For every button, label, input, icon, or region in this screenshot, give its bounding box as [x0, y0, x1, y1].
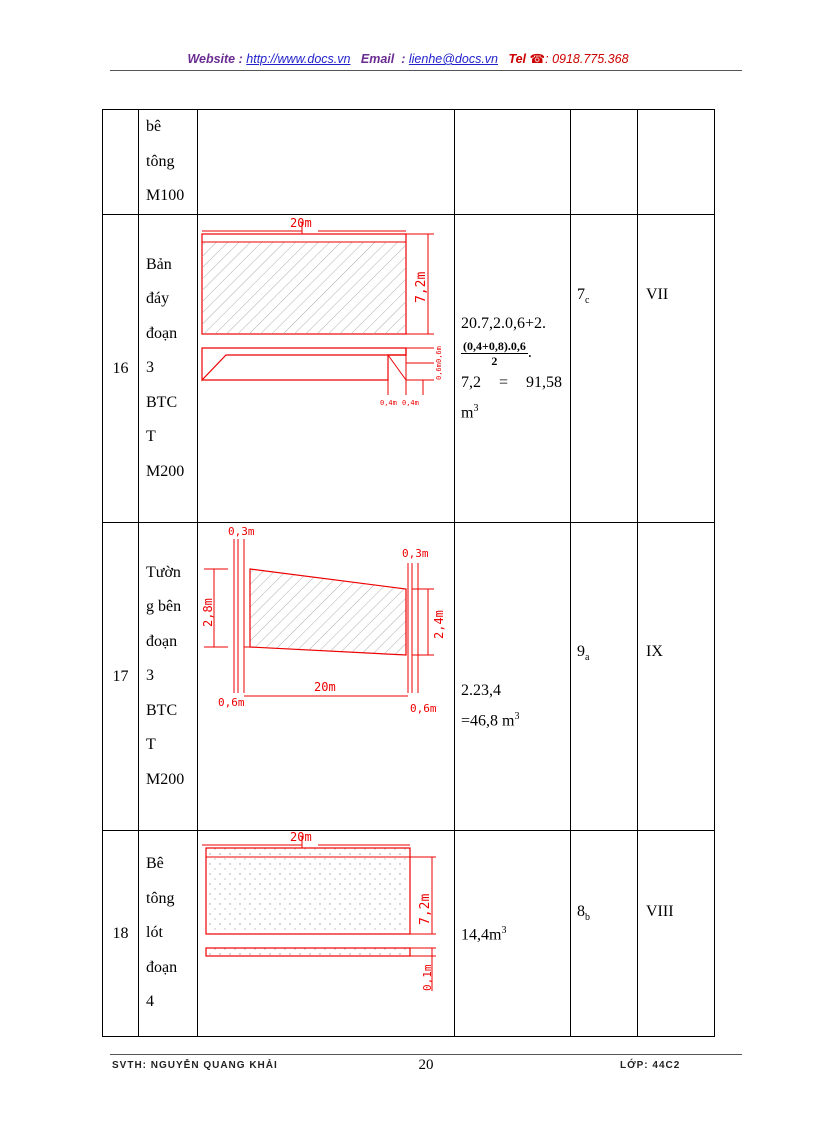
- grade-cell: [638, 110, 715, 215]
- grade-cell: VIII: [638, 831, 715, 1037]
- dim-left-height: 2,8m: [201, 598, 215, 627]
- work-name: Tườn g bên đoạn 3 BTC T M200: [139, 523, 198, 831]
- work-name: Bản đáy đoạn 3 BTC T M200: [139, 215, 198, 523]
- dim-bottom-right: 0,6m: [410, 702, 437, 715]
- header-rule: [110, 70, 742, 71]
- tel-separator: :: [545, 52, 549, 66]
- footer-class: LỚP: 44C2: [620, 1060, 681, 1071]
- footer-rule: [110, 1054, 742, 1055]
- slab-hatch: [202, 242, 406, 334]
- dim-haunch-1: 0,4m: [380, 399, 397, 407]
- dim-right-height: 2,4m: [432, 610, 446, 639]
- drawing-cell: [198, 215, 455, 523]
- page-number: 20: [418, 1057, 434, 1073]
- volume-cell: [455, 110, 571, 215]
- table-row: [103, 831, 715, 1037]
- dim-width: 7,2m: [414, 271, 429, 303]
- footer-author: SVTH: NGUYỄN QUANG KHẢI: [112, 1060, 278, 1071]
- norm-code: $9_a$: [571, 523, 638, 831]
- row-number: 18: [103, 831, 139, 1037]
- table-row: [103, 110, 715, 215]
- dim-top-left: 0,3m: [228, 525, 255, 538]
- dim-wall-length: 20m: [314, 680, 336, 694]
- drawing-cell: [198, 831, 455, 1037]
- work-name: Bê tông lót đoạn 4: [139, 831, 198, 1037]
- slab-section: [202, 348, 406, 380]
- bottom-slab-drawing: [198, 215, 453, 415]
- email-link[interactable]: lienhe@docs.vn: [408, 52, 499, 66]
- lean-concrete-drawing: [198, 831, 453, 1001]
- email-label: Email: [360, 52, 395, 66]
- phone-icon: ☎: [529, 52, 546, 66]
- norm-code: $7_c$: [571, 215, 638, 523]
- tel-label: Tel: [508, 52, 527, 66]
- volume-cell: 2.23,4 =46,8 $m^3$: [455, 523, 571, 831]
- table-row: [103, 215, 715, 523]
- dim-thick-2: 0,6m: [435, 363, 443, 380]
- page-header: [0, 51, 816, 66]
- side-wall-drawing: [198, 523, 453, 723]
- volume-cell: $14,4m^3$: [455, 831, 571, 1037]
- email-separator: :: [401, 52, 406, 66]
- volume-fraction: $\frac{(0,4+0,8).0,6}{2}$: [463, 338, 526, 368]
- dim-width: 7,2m: [418, 893, 433, 925]
- norm-code: [571, 110, 638, 215]
- volume-cell: 20.7,2.0,6+2. $\frac{(0,4+0,8).0,6}{2}$ . 7,2 = 91,58 $m^3$: [455, 215, 571, 523]
- lean-section: [206, 948, 410, 956]
- wall-section: [250, 569, 406, 655]
- grade-cell: IX: [638, 523, 715, 831]
- work-name: bê tông M100: [139, 110, 198, 215]
- grade-cell: VII: [638, 215, 715, 523]
- works-table: [102, 109, 715, 1037]
- dim-length: 20m: [290, 216, 312, 230]
- dim-thickness: 0,1m: [421, 964, 434, 991]
- row-number: [103, 110, 139, 215]
- table-row: [103, 523, 715, 831]
- drawing-cell: [198, 110, 455, 215]
- dim-length: 20m: [290, 831, 312, 844]
- dim-thick-1: 0,6m: [435, 346, 443, 363]
- website-label: Website :: [187, 52, 243, 66]
- dim-top-right: 0,3m: [402, 547, 429, 560]
- dim-haunch-2: 0,4m: [402, 399, 419, 407]
- website-link[interactable]: http://www.docs.vn: [246, 52, 351, 66]
- lean-plan: [206, 848, 410, 934]
- row-number: 16: [103, 215, 139, 523]
- drawing-cell: [198, 523, 455, 831]
- row-number: 17: [103, 523, 139, 831]
- tel-value: 0918.775.368: [552, 52, 629, 66]
- norm-code: $8_b$: [571, 831, 638, 1037]
- dim-bottom-left: 0,6m: [218, 696, 245, 709]
